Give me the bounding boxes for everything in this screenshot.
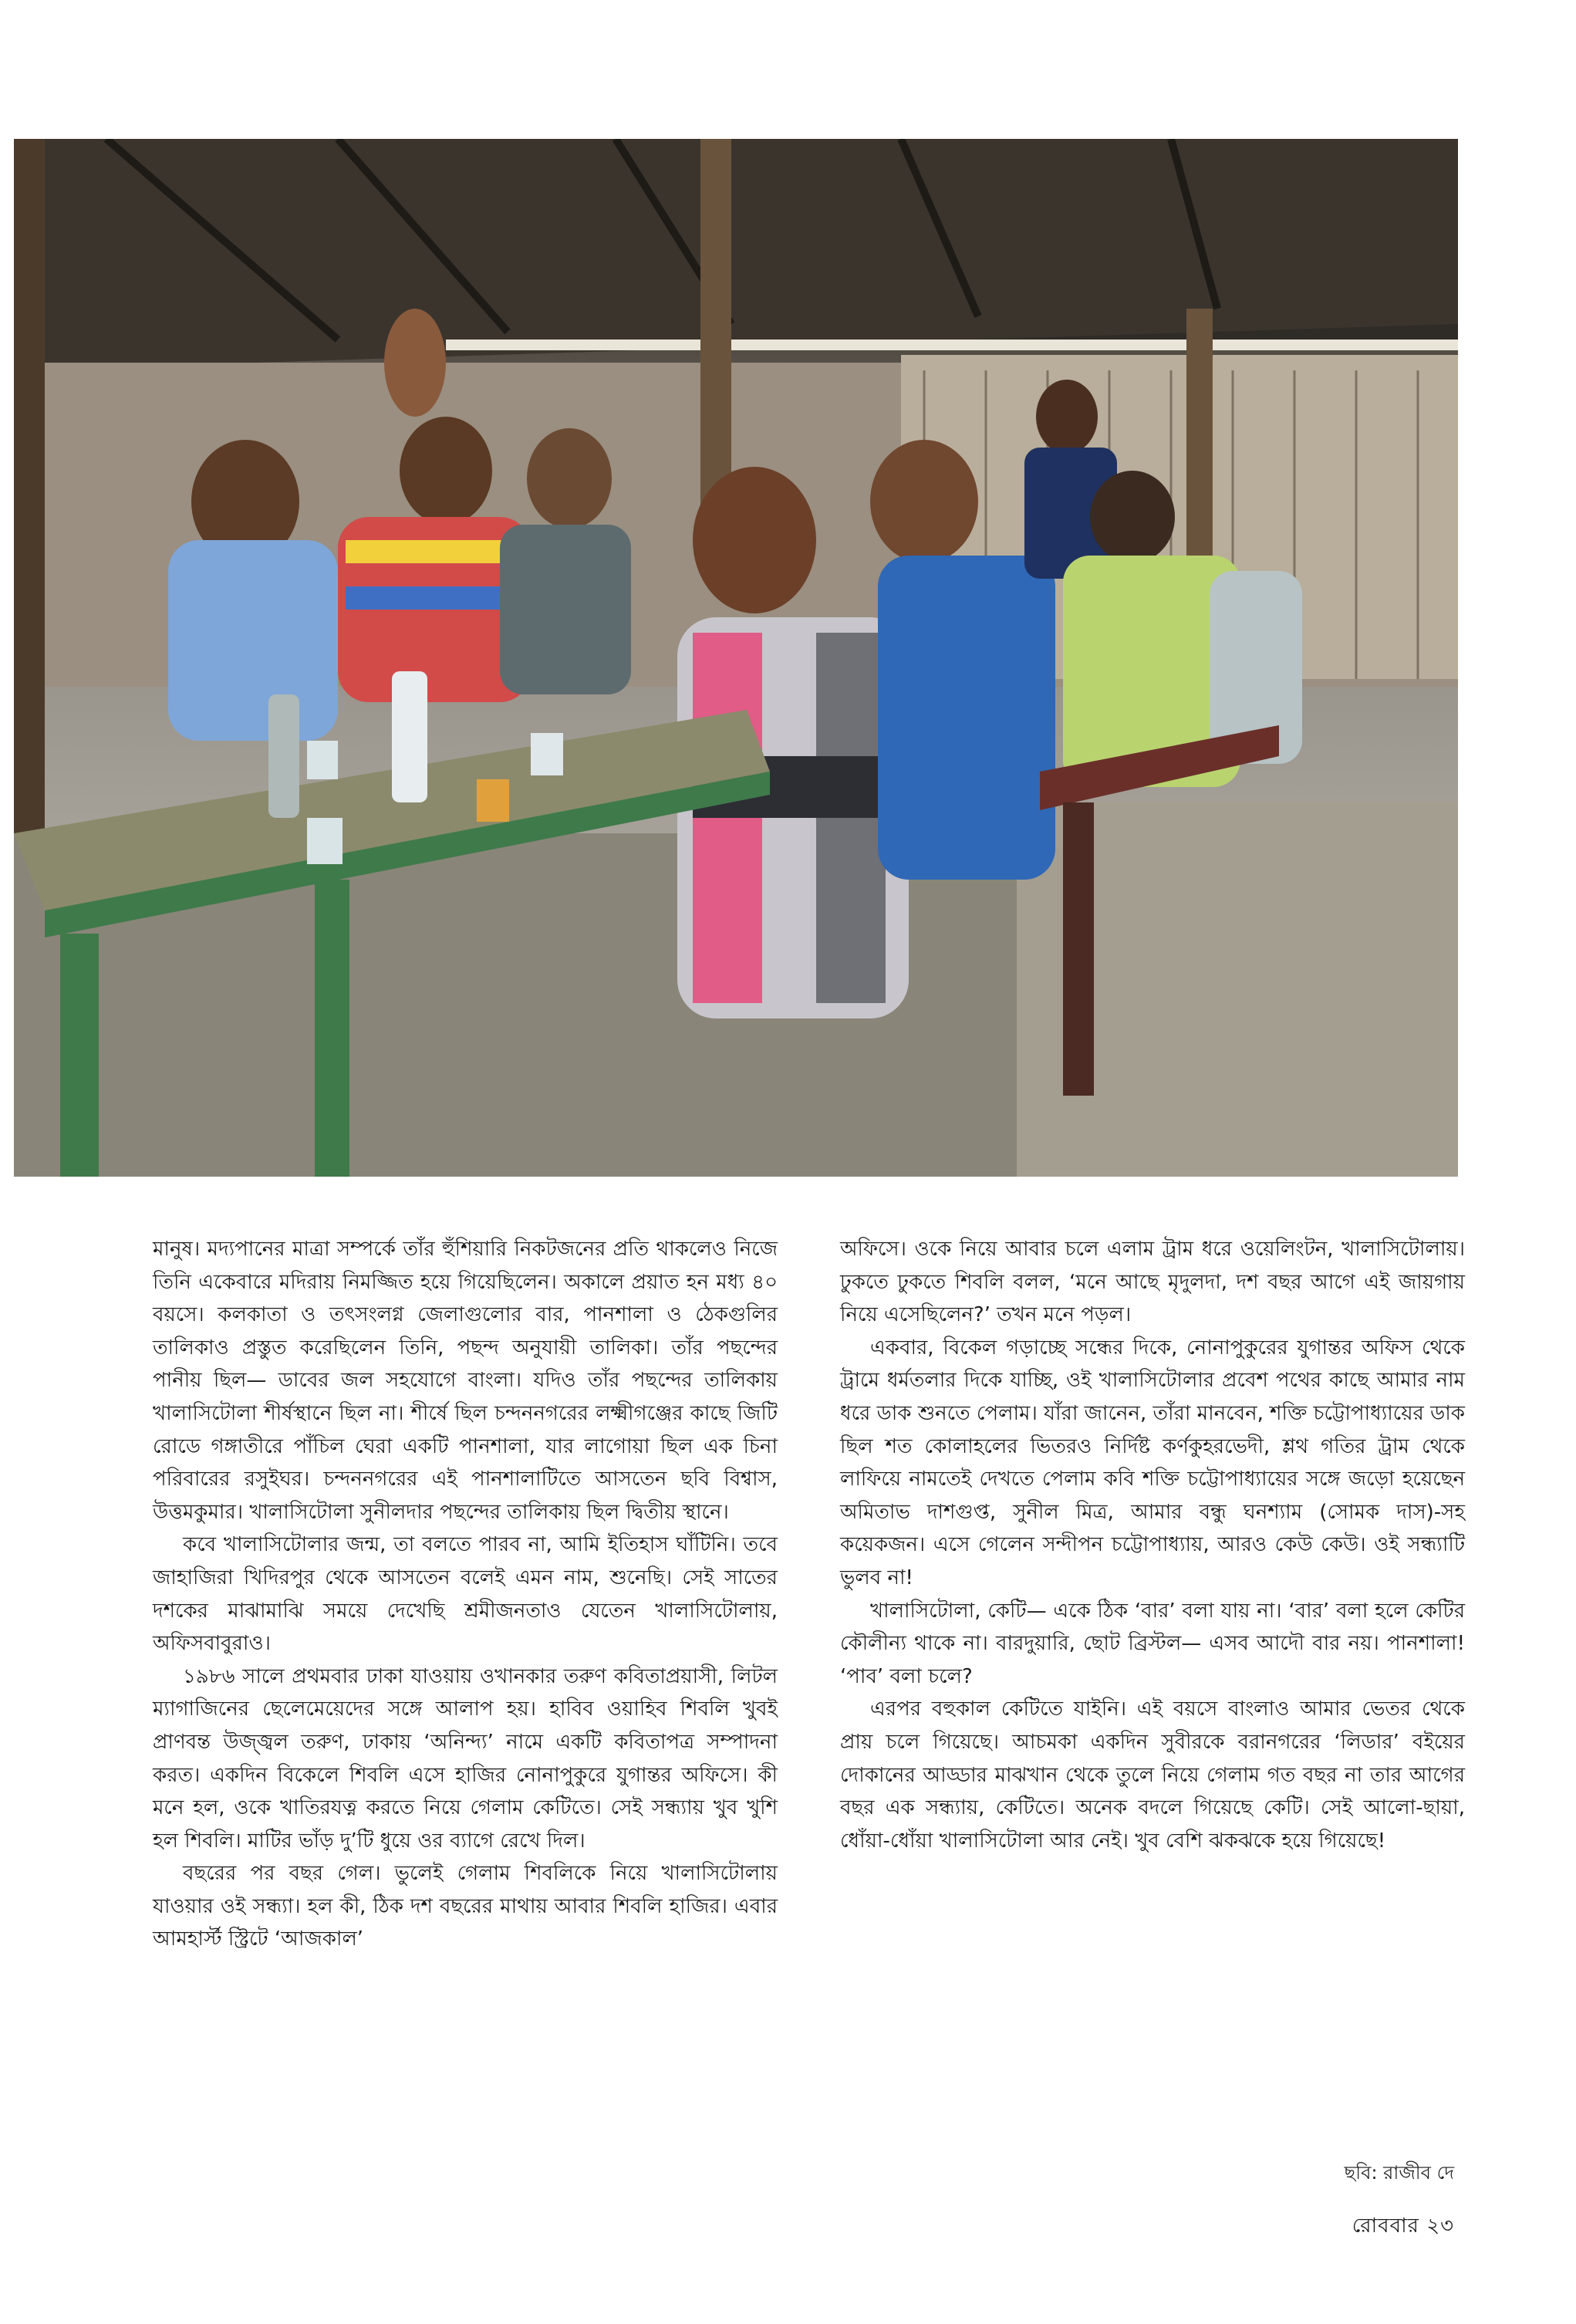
- paragraph: অফিসে। ওকে নিয়ে আবার চলে এলাম ট্রাম ধরে ওয়েলিংটন, খালাসিটোলায়। ঢুকতে ঢুকতে শিবলি বলল, ‘মনে আছে মৃদুলদা, দশ বছর আগে এই জায়গায় নিয়ে এসেছিলেন?’ তখন মনে পড়ল।: [840, 1238, 1465, 1327]
- paragraph: কবে খালাসিটোলার জন্ম, তা বলতে পারব না, আমি ইতিহাস ঘাঁটিনি। তবে জাহাজিরা খিদিরপুর থেকে আসতেন বলেই এমন নাম, শুনেছি। সেই সাতের দশকের মাঝামাঝি সময়ে দেখেছি শ্রমীজনতাও যেতেন খালাসিটোলায়, অফিসবাবুরাও।: [153, 1533, 778, 1656]
- paragraph: মানুষ। মদ্যপানের মাত্রা সম্পর্কে তাঁর হুঁশিয়ারি নিকটজনের প্রতি থাকলেও নিজে তিনি একেবারে মদিরায় নিমজ্জিত হয়ে গিয়েছিলেন। অকালে প্রয়াত হন মধ্য ৪০ বয়সে। কলকাতা ও তৎসংলগ্ন জেলাগুলোর বার, পানশালা ও ঠেকগুলির তালিকাও প্রস্তুত করেছিলেন তিনি, পছন্দ অনুযায়ী তালিকা। তাঁর পছন্দের পানীয় ছিল— ডাবের জল সহযোগে বাংলা। যদিও তাঁর পছন্দের তালিকায় খালাসিটোলা শীর্ষস্থানে ছিল না। শীর্ষে ছিল চন্দননগরের লক্ষ্মীগঞ্জের কাছে জিটি রোডে গঙ্গাতীরে পাঁচিল ঘেরা একটি পানশালা, যার লাগোয়া ছিল এক চিনা পরিবারের রসুইঘর। চন্দননগরের এই পানশালাটিতে আসতেন ছবি বিশ্বাস, উত্তমকুমার। খালাসিটোলা সুনীলদার পছন্দের তালিকায় ছিল দ্বিতীয় স্থানে।: [153, 1238, 778, 1524]
- left-text-column: [153, 1233, 778, 1956]
- paragraph: একবার, বিকেল গড়াচ্ছে সন্ধের দিকে, নোনাপুকুরের যুগান্তর অফিস থেকে ট্রামে ধর্মতলার দিকে যাচ্ছি, ওই খালাসিটোলার প্রবেশ পথের কাছে আমার নাম ধরে ডাক শুনতে পেলাম। যাঁরা জানেন, তাঁরা মানবেন, শক্তি চট্টোপাধ্যায়ের ডাক ছিল শত কোলাহলের ভিতরও নির্দিষ্ট কর্ণকুহরভেদী, শ্লথ গতির ট্রাম থেকে লাফিয়ে নামতেই দেখতে পেলাম কবি শক্তি চট্টোপাধ্যায়ের সঙ্গে জড়ো হয়েছেন অমিতাভ দাশগুপ্ত, সুনীল মিত্র, আমার বন্ধু ঘনশ্যাম (সোমক দাস)-সহ কয়েকজন। এসে গেলেন সন্দীপন চট্টোপাধ্যায়, আরও কেউ কেউ। ওই সন্ধ্যাটি ভুলব না!: [840, 1336, 1465, 1589]
- paragraph: বছরের পর বছর গেল। ভুলেই গেলাম শিবলিকে নিয়ে খালাসিটোলায় যাওয়ার ওই সন্ধ্যা। হল কী, ঠিক দশ বছরের মাথায় আবার শিবলি হাজির। এবার আমহার্স্ট স্ট্রিটে ‘আজকাল’: [153, 1862, 778, 1951]
- article-photo: [14, 139, 1458, 1177]
- bar-scene-illustration: [14, 139, 1458, 1177]
- paragraph: এরপর বহুকাল কেটিতে যাইনি। এই বয়সে বাংলাও আমার ভেতর থেকে প্রায় চলে গিয়েছে। আচমকা একদিন সুবীরকে বরানগরের ‘লিডার’ বইয়ের দোকানের আড্ডার মাঝখান থেকে তুলে নিয়ে গেলাম গত বছর না তার আগের বছর এক সন্ধ্যায়, কেটিতে। অনেক বদলে গিয়েছে কেটি। সেই আলো-ছায়া, ধোঁয়া-ধোঁয়া খালাসিটোলা আর নেই। খুব বেশি ঝকঝকে হয়ে গিয়েছে!: [840, 1697, 1465, 1853]
- paragraph: ১৯৮৬ সালে প্রথমবার ঢাকা যাওয়ায় ওখানকার তরুণ কবিতাপ্রয়াসী, লিটল ম্যাগাজিনের ছেলেমেয়েদের সঙ্গে আলাপ হয়। হাবিব ওয়াহিব শিবলি খুবই প্রাণবন্ত উজ্জ্বল তরুণ, ঢাকায় ‘অনিন্দ্য’ নামে একটি কবিতাপত্র সম্পাদনা করত। একদিন বিকেলে শিবলি এসে হাজির নোনাপুকুরে যুগান্তর অফিসে। কী মনে হল, ওকে খাতিরযত্ন করতে নিয়ে গেলাম কেটিতে। সেই সন্ধ্যায় খুব খুশি হল শিবলি। মাটির ভাঁড় দু’টি ধুয়ে ওর ব্যাগে রেখে দিল।: [153, 1664, 778, 1853]
- photo-credit: ছবি: রাজীব দে: [1344, 2162, 1454, 2184]
- right-text-column: [840, 1233, 1465, 1857]
- page-footer: রোববার ২৩: [1352, 2214, 1454, 2238]
- paragraph: খালাসিটোলা, কেটি— একে ঠিক ‘বার’ বলা যায় না। ‘বার’ বলা হলে কেটির কৌলীন্য থাকে না। বারদুয়ারি, ছোট ব্রিস্টল— এসব আদৌ বার নয়। পানশালা! ‘পাব’ বলা চলে?: [840, 1599, 1465, 1688]
